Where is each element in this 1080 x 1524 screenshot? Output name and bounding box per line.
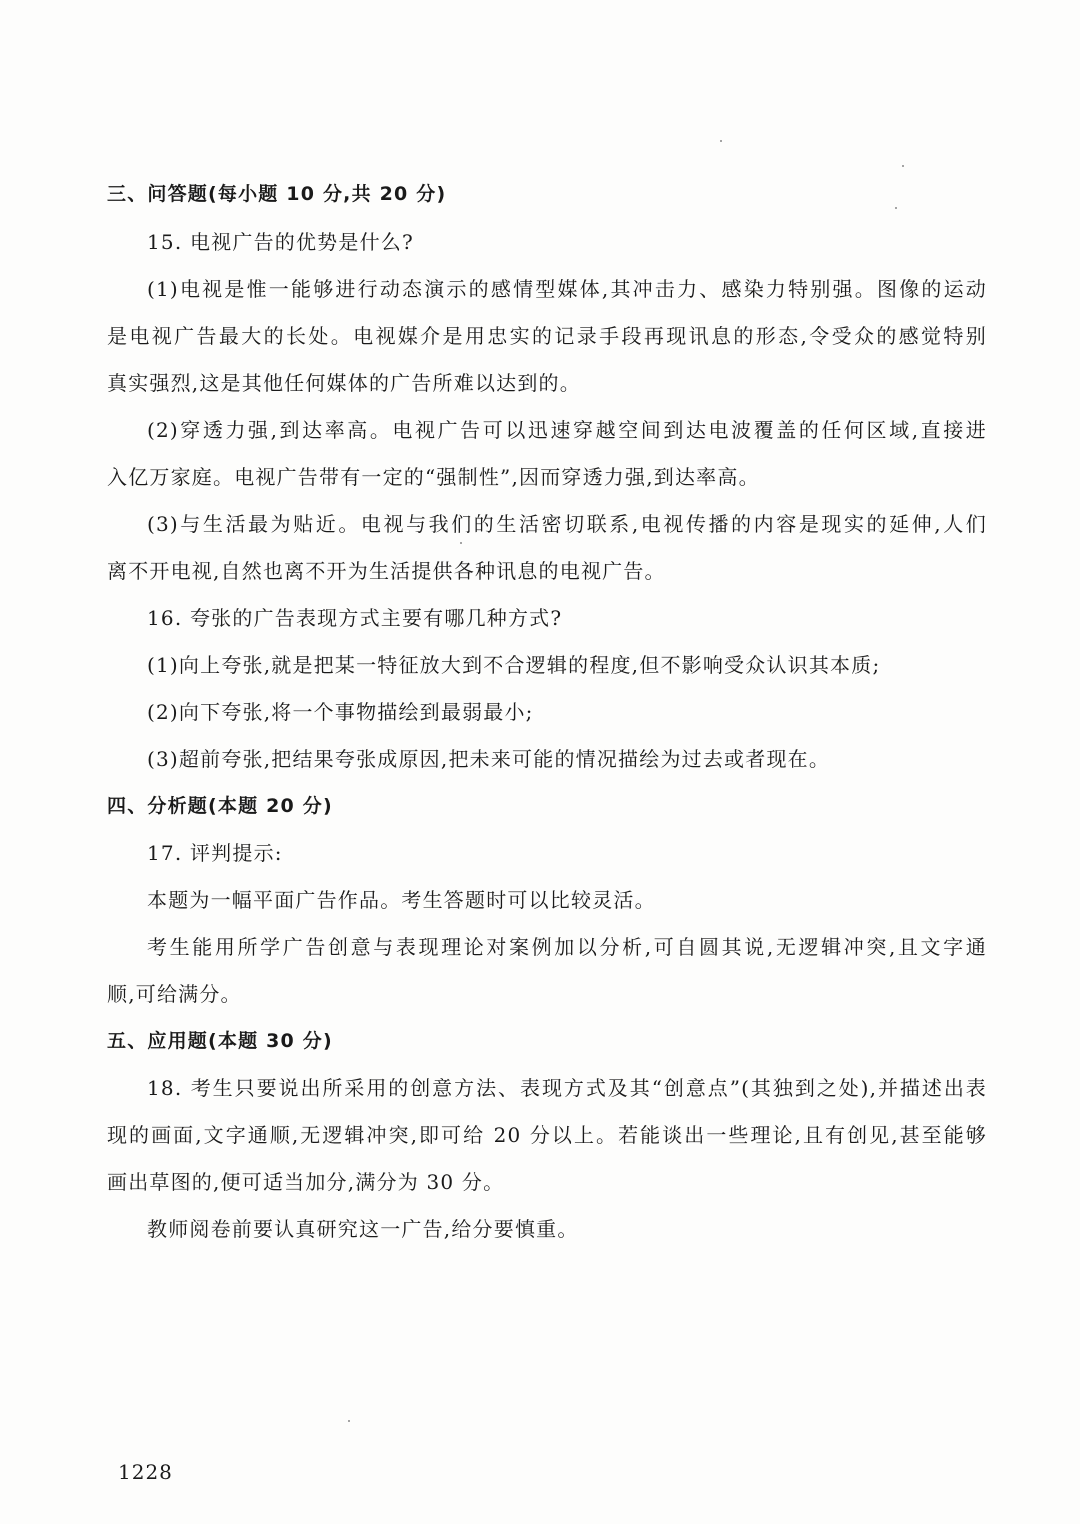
question-16-prompt: 16. 夸张的广告表现方式主要有哪几种方式? [147, 606, 563, 630]
scan-speck [895, 207, 897, 209]
page-number: 1228 [118, 1460, 173, 1484]
q15-answer-2-line-1: (2)穿透力强,到达率高。电视广告可以迅速穿越空间到达电波覆盖的任何区域,直接进 [147, 418, 987, 442]
section-heading-4: 四、分析题(本题 20 分) [107, 795, 333, 817]
q15-answer-1-line-2: 是电视广告最大的长处。电视媒介是用忠实的记录手段再现讯息的形态,令受众的感觉特别 [107, 324, 987, 348]
grading-note: 教师阅卷前要认真研究这一广告,给分要慎重。 [147, 1217, 579, 1241]
q15-answer-1-line-3: 真实强烈,这是其他任何媒体的广告所难以达到的。 [107, 371, 581, 395]
section-heading-3: 三、问答题(每小题 10 分,共 20 分) [107, 183, 447, 205]
q16-answer-3: (3)超前夸张,把结果夸张成原因,把未来可能的情况描绘为过去或者现在。 [147, 747, 831, 771]
question-17-prompt: 17. 评判提示: [147, 841, 283, 865]
scan-speck [720, 140, 722, 142]
q18-answer-line-2: 现的画面,文字通顺,无逻辑冲突,即可给 20 分以上。若能谈出一些理论,且有创见,甚至能够 [107, 1123, 987, 1147]
q16-answer-1: (1)向上夸张,就是把某一特征放大到不合逻辑的程度,但不影响受众认识其本质; [147, 653, 881, 677]
q15-answer-2-line-2: 入亿万家庭。电视广告带有一定的“强制性”,因而穿透力强,到达率高。 [107, 465, 760, 489]
q17-answer-1: 本题为一幅平面广告作品。考生答题时可以比较灵活。 [147, 888, 656, 912]
q15-answer-1-line-1: (1)电视是惟一能够进行动态演示的感情型媒体,其冲击力、感染力特别强。图像的运动 [147, 277, 987, 301]
scan-speck [902, 165, 904, 167]
q17-answer-2-line-1: 考生能用所学广告创意与表现理论对案例加以分析,可自圆其说,无逻辑冲突,且文字通 [147, 935, 987, 959]
q15-answer-3-line-2: 离不开电视,自然也离不开为生活提供各种讯息的电视广告。 [107, 559, 666, 583]
q16-answer-2: (2)向下夸张,将一个事物描绘到最弱最小; [147, 700, 534, 724]
q18-answer-line-3: 画出草图的,便可适当加分,满分为 30 分。 [107, 1170, 505, 1194]
scan-speck [348, 1420, 350, 1422]
q17-answer-2-line-2: 顺,可给满分。 [107, 982, 242, 1006]
scan-speck [460, 542, 462, 544]
q18-answer-line-1: 18. 考生只要说出所采用的创意方法、表现方式及其“创意点”(其独到之处),并描述出表 [147, 1076, 987, 1100]
q15-answer-3-line-1: (3)与生活最为贴近。电视与我们的生活密切联系,电视传播的内容是现实的延伸,人们 [147, 512, 987, 536]
question-15-prompt: 15. 电视广告的优势是什么? [147, 230, 414, 254]
section-heading-5: 五、应用题(本题 30 分) [107, 1030, 333, 1052]
